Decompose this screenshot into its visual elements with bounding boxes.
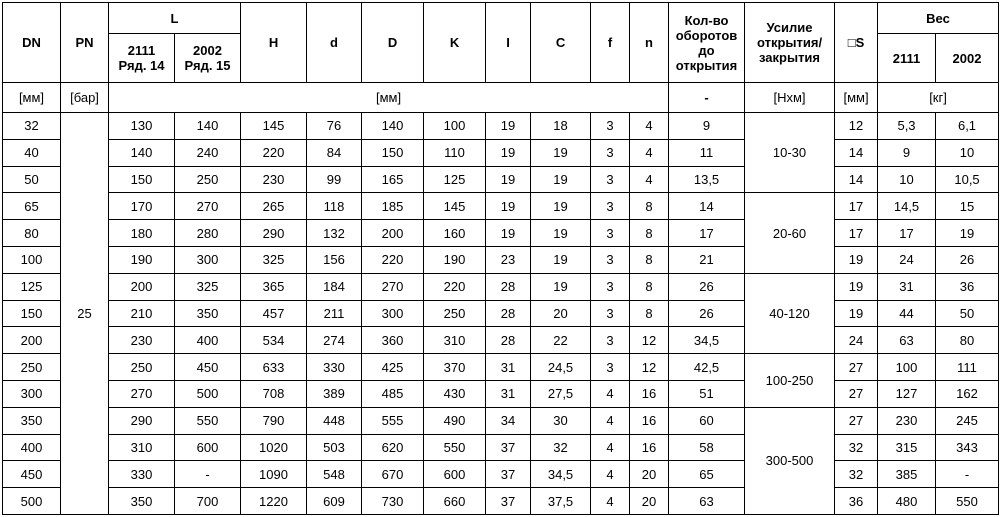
cell-l14: 250 [109, 354, 175, 381]
cell-c: 34,5 [531, 461, 591, 488]
cell-d: 76 [307, 113, 362, 140]
header-d-small: d [307, 3, 362, 83]
cell-d: 156 [307, 246, 362, 273]
cell-k: 160 [424, 220, 486, 247]
cell-D: 670 [362, 461, 424, 488]
cell-k: 220 [424, 273, 486, 300]
cell-l14: 270 [109, 380, 175, 407]
table-row [3, 246, 999, 273]
table-body [3, 113, 999, 515]
cell-s: 24 [835, 327, 878, 354]
cell-force: 100-250 [745, 354, 835, 408]
cell-dn: 300 [3, 380, 61, 407]
table-row [3, 488, 999, 515]
cell-s: 12 [835, 113, 878, 140]
cell-i: 28 [486, 273, 531, 300]
cell-f: 4 [591, 407, 630, 434]
cell-l15: 400 [175, 327, 241, 354]
cell-i: 31 [486, 354, 531, 381]
cell-f: 4 [591, 461, 630, 488]
cell-D: 730 [362, 488, 424, 515]
cell-k: 490 [424, 407, 486, 434]
table-row [3, 407, 999, 434]
cell-s: 27 [835, 354, 878, 381]
cell-d: 118 [307, 193, 362, 220]
header-f: f [591, 3, 630, 83]
cell-f: 3 [591, 139, 630, 166]
cell-w2111: 63 [878, 327, 936, 354]
header-weight-2111: 2111 [878, 34, 936, 83]
cell-turns: 14 [669, 193, 745, 220]
cell-D: 360 [362, 327, 424, 354]
cell-dn: 65 [3, 193, 61, 220]
cell-w2111: 480 [878, 488, 936, 515]
cell-w2111: 44 [878, 300, 936, 327]
cell-l15: 140 [175, 113, 241, 140]
header-l-2111: 2111 Ряд. 14 [109, 34, 175, 83]
cell-c: 27,5 [531, 380, 591, 407]
cell-s: 27 [835, 380, 878, 407]
cell-f: 4 [591, 488, 630, 515]
cell-f: 4 [591, 380, 630, 407]
cell-d: 609 [307, 488, 362, 515]
header-i: I [486, 3, 531, 83]
header-h: H [241, 3, 307, 83]
cell-i: 23 [486, 246, 531, 273]
cell-k: 110 [424, 139, 486, 166]
cell-turns: 21 [669, 246, 745, 273]
cell-D: 485 [362, 380, 424, 407]
cell-w2002: 15 [936, 193, 999, 220]
cell-k: 430 [424, 380, 486, 407]
cell-dn: 50 [3, 166, 61, 193]
cell-w2111: 17 [878, 220, 936, 247]
cell-f: 4 [591, 434, 630, 461]
header-l: L [109, 3, 241, 34]
cell-f: 3 [591, 327, 630, 354]
cell-turns: 63 [669, 488, 745, 515]
cell-d: 184 [307, 273, 362, 300]
cell-i: 28 [486, 300, 531, 327]
cell-n: 8 [630, 300, 669, 327]
cell-k: 310 [424, 327, 486, 354]
cell-D: 220 [362, 246, 424, 273]
cell-f: 3 [591, 113, 630, 140]
cell-w2002: - [936, 461, 999, 488]
cell-s: 14 [835, 139, 878, 166]
spec-table [2, 2, 999, 515]
cell-w2002: 10 [936, 139, 999, 166]
cell-n: 8 [630, 246, 669, 273]
table-row [3, 434, 999, 461]
cell-dn: 250 [3, 354, 61, 381]
cell-n: 4 [630, 113, 669, 140]
table-row [3, 166, 999, 193]
header-n: n [630, 3, 669, 83]
header-weight: Вес [878, 3, 999, 34]
cell-dn: 500 [3, 488, 61, 515]
cell-f: 3 [591, 300, 630, 327]
table-row [3, 220, 999, 247]
cell-l14: 350 [109, 488, 175, 515]
cell-h: 457 [241, 300, 307, 327]
cell-k: 250 [424, 300, 486, 327]
cell-c: 30 [531, 407, 591, 434]
cell-w2111: 230 [878, 407, 936, 434]
cell-l14: 290 [109, 407, 175, 434]
cell-h: 220 [241, 139, 307, 166]
cell-f: 3 [591, 246, 630, 273]
cell-turns: 17 [669, 220, 745, 247]
cell-k: 370 [424, 354, 486, 381]
cell-w2111: 24 [878, 246, 936, 273]
cell-i: 37 [486, 434, 531, 461]
cell-dn: 400 [3, 434, 61, 461]
unit-weight: [кг] [878, 83, 999, 113]
cell-s: 32 [835, 434, 878, 461]
cell-l15: 550 [175, 407, 241, 434]
cell-dn: 350 [3, 407, 61, 434]
cell-w2002: 6,1 [936, 113, 999, 140]
cell-h: 365 [241, 273, 307, 300]
cell-d: 448 [307, 407, 362, 434]
cell-l15: 450 [175, 354, 241, 381]
cell-d: 548 [307, 461, 362, 488]
cell-f: 3 [591, 193, 630, 220]
cell-l15: 350 [175, 300, 241, 327]
cell-w2002: 111 [936, 354, 999, 381]
cell-dn: 150 [3, 300, 61, 327]
cell-h: 790 [241, 407, 307, 434]
cell-l14: 130 [109, 113, 175, 140]
cell-l14: 230 [109, 327, 175, 354]
cell-w2002: 36 [936, 273, 999, 300]
cell-w2111: 315 [878, 434, 936, 461]
header-k: K [424, 3, 486, 83]
cell-dn: 200 [3, 327, 61, 354]
unit-dn: [мм] [3, 83, 61, 113]
cell-turns: 51 [669, 380, 745, 407]
cell-c: 22 [531, 327, 591, 354]
cell-c: 24,5 [531, 354, 591, 381]
cell-k: 100 [424, 113, 486, 140]
cell-l14: 210 [109, 300, 175, 327]
cell-n: 12 [630, 354, 669, 381]
cell-l14: 310 [109, 434, 175, 461]
cell-w2002: 550 [936, 488, 999, 515]
cell-l15: 300 [175, 246, 241, 273]
cell-s: 19 [835, 300, 878, 327]
cell-i: 19 [486, 220, 531, 247]
cell-i: 19 [486, 193, 531, 220]
cell-D: 150 [362, 139, 424, 166]
cell-h: 290 [241, 220, 307, 247]
cell-w2002: 50 [936, 300, 999, 327]
cell-turns: 9 [669, 113, 745, 140]
cell-n: 4 [630, 139, 669, 166]
cell-D: 620 [362, 434, 424, 461]
cell-s: 19 [835, 246, 878, 273]
cell-turns: 11 [669, 139, 745, 166]
header-force: Усилие открытия/ закрытия [745, 3, 835, 83]
cell-k: 190 [424, 246, 486, 273]
cell-s: 27 [835, 407, 878, 434]
cell-w2111: 127 [878, 380, 936, 407]
cell-n: 4 [630, 166, 669, 193]
cell-f: 3 [591, 273, 630, 300]
cell-n: 16 [630, 380, 669, 407]
cell-d: 330 [307, 354, 362, 381]
table-row [3, 273, 999, 300]
unit-pn: [бар] [61, 83, 109, 113]
unit-turns: - [669, 83, 745, 113]
cell-turns: 26 [669, 273, 745, 300]
cell-turns: 60 [669, 407, 745, 434]
cell-d: 99 [307, 166, 362, 193]
cell-D: 200 [362, 220, 424, 247]
header-pn: PN [61, 3, 109, 83]
cell-s: 36 [835, 488, 878, 515]
header-dn: DN [3, 3, 61, 83]
cell-l15: 600 [175, 434, 241, 461]
cell-l15: 240 [175, 139, 241, 166]
cell-D: 185 [362, 193, 424, 220]
cell-force: 10-30 [745, 113, 835, 193]
cell-c: 19 [531, 246, 591, 273]
cell-c: 19 [531, 273, 591, 300]
cell-w2111: 385 [878, 461, 936, 488]
cell-w2002: 162 [936, 380, 999, 407]
cell-s: 17 [835, 220, 878, 247]
cell-k: 600 [424, 461, 486, 488]
unit-force: [Нхм] [745, 83, 835, 113]
header-l-2002: 2002 Ряд. 15 [175, 34, 241, 83]
cell-f: 3 [591, 220, 630, 247]
cell-D: 425 [362, 354, 424, 381]
cell-l15: 325 [175, 273, 241, 300]
cell-i: 31 [486, 380, 531, 407]
cell-h: 230 [241, 166, 307, 193]
cell-dn: 100 [3, 246, 61, 273]
cell-force: 40-120 [745, 273, 835, 353]
cell-s: 32 [835, 461, 878, 488]
cell-c: 19 [531, 220, 591, 247]
cell-dn: 450 [3, 461, 61, 488]
cell-k: 660 [424, 488, 486, 515]
cell-c: 19 [531, 139, 591, 166]
cell-dn: 125 [3, 273, 61, 300]
cell-d: 503 [307, 434, 362, 461]
cell-l15: 500 [175, 380, 241, 407]
header-c: C [531, 3, 591, 83]
cell-c: 19 [531, 166, 591, 193]
cell-c: 18 [531, 113, 591, 140]
cell-w2002: 80 [936, 327, 999, 354]
cell-n: 8 [630, 193, 669, 220]
cell-i: 28 [486, 327, 531, 354]
cell-i: 19 [486, 113, 531, 140]
cell-i: 34 [486, 407, 531, 434]
cell-D: 300 [362, 300, 424, 327]
cell-d: 389 [307, 380, 362, 407]
cell-d: 211 [307, 300, 362, 327]
cell-l15: - [175, 461, 241, 488]
table-row [3, 113, 999, 140]
cell-l14: 330 [109, 461, 175, 488]
cell-l14: 170 [109, 193, 175, 220]
cell-w2111: 10 [878, 166, 936, 193]
header-weight-2002: 2002 [936, 34, 999, 83]
cell-w2002: 245 [936, 407, 999, 434]
cell-l14: 150 [109, 166, 175, 193]
cell-w2002: 26 [936, 246, 999, 273]
cell-w2002: 10,5 [936, 166, 999, 193]
cell-n: 16 [630, 434, 669, 461]
cell-w2111: 5,3 [878, 113, 936, 140]
table-row [3, 354, 999, 381]
cell-D: 270 [362, 273, 424, 300]
cell-k: 550 [424, 434, 486, 461]
cell-w2111: 31 [878, 273, 936, 300]
cell-D: 140 [362, 113, 424, 140]
cell-w2111: 9 [878, 139, 936, 166]
cell-turns: 42,5 [669, 354, 745, 381]
cell-w2002: 343 [936, 434, 999, 461]
cell-n: 20 [630, 488, 669, 515]
cell-w2111: 14,5 [878, 193, 936, 220]
cell-c: 37,5 [531, 488, 591, 515]
cell-l15: 270 [175, 193, 241, 220]
cell-l15: 280 [175, 220, 241, 247]
table-row [3, 327, 999, 354]
cell-d: 84 [307, 139, 362, 166]
cell-turns: 34,5 [669, 327, 745, 354]
header-d-large: D [362, 3, 424, 83]
table-row [3, 380, 999, 407]
cell-s: 14 [835, 166, 878, 193]
cell-s: 17 [835, 193, 878, 220]
cell-D: 165 [362, 166, 424, 193]
cell-n: 8 [630, 220, 669, 247]
cell-dn: 80 [3, 220, 61, 247]
cell-dn: 40 [3, 139, 61, 166]
cell-i: 37 [486, 461, 531, 488]
cell-h: 534 [241, 327, 307, 354]
cell-i: 19 [486, 166, 531, 193]
cell-l14: 200 [109, 273, 175, 300]
cell-c: 19 [531, 193, 591, 220]
table-row [3, 139, 999, 166]
cell-k: 125 [424, 166, 486, 193]
cell-h: 325 [241, 246, 307, 273]
cell-i: 19 [486, 139, 531, 166]
cell-h: 1090 [241, 461, 307, 488]
cell-l14: 140 [109, 139, 175, 166]
cell-l15: 700 [175, 488, 241, 515]
header-square-s: □S [835, 3, 878, 83]
table-row [3, 300, 999, 327]
cell-l14: 180 [109, 220, 175, 247]
cell-c: 20 [531, 300, 591, 327]
cell-i: 37 [486, 488, 531, 515]
cell-h: 145 [241, 113, 307, 140]
cell-force: 300-500 [745, 407, 835, 514]
cell-l15: 250 [175, 166, 241, 193]
cell-D: 555 [362, 407, 424, 434]
cell-f: 3 [591, 166, 630, 193]
table-row [3, 461, 999, 488]
cell-w2111: 100 [878, 354, 936, 381]
cell-s: 19 [835, 273, 878, 300]
header-turns: Кол-во оборотов до открытия [669, 3, 745, 83]
cell-n: 8 [630, 273, 669, 300]
cell-turns: 13,5 [669, 166, 745, 193]
cell-f: 3 [591, 354, 630, 381]
cell-d: 132 [307, 220, 362, 247]
cell-k: 145 [424, 193, 486, 220]
cell-d: 274 [307, 327, 362, 354]
unit-dimensions: [мм] [109, 83, 669, 113]
cell-turns: 26 [669, 300, 745, 327]
cell-n: 20 [630, 461, 669, 488]
cell-c: 32 [531, 434, 591, 461]
table-row [3, 193, 999, 220]
cell-turns: 65 [669, 461, 745, 488]
cell-turns: 58 [669, 434, 745, 461]
cell-w2002: 19 [936, 220, 999, 247]
cell-force: 20-60 [745, 193, 835, 273]
cell-pn: 25 [61, 113, 109, 515]
unit-square-s: [мм] [835, 83, 878, 113]
cell-h: 633 [241, 354, 307, 381]
cell-h: 1220 [241, 488, 307, 515]
cell-n: 16 [630, 407, 669, 434]
cell-l14: 190 [109, 246, 175, 273]
cell-dn: 32 [3, 113, 61, 140]
cell-h: 265 [241, 193, 307, 220]
cell-h: 708 [241, 380, 307, 407]
cell-h: 1020 [241, 434, 307, 461]
cell-n: 12 [630, 327, 669, 354]
